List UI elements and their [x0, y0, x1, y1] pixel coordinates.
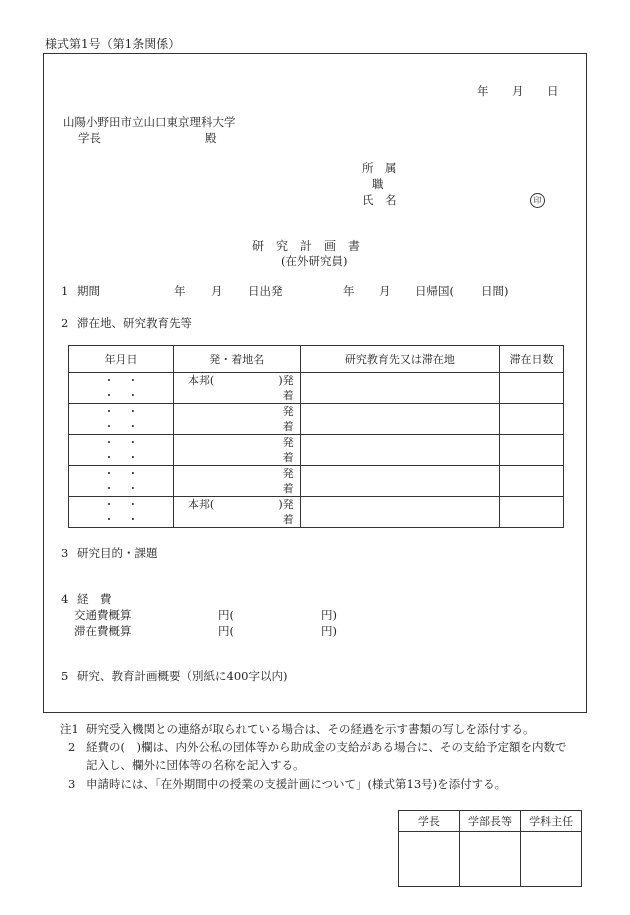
depart-mark: 発 [282, 405, 294, 418]
depart-line [174, 435, 300, 450]
schedule-row [69, 404, 564, 435]
date-separator-dot: ・ [127, 451, 139, 464]
schedule-destination-cell[interactable] [300, 497, 499, 528]
schedule-date-cell[interactable] [69, 373, 174, 404]
date-separator-dot: ・ [127, 513, 139, 526]
transport-yen-close: 円) [321, 608, 337, 622]
schedule-stay-days-cell[interactable] [500, 435, 564, 466]
schedule-date-cell[interactable] [69, 404, 174, 435]
arrive-line [174, 481, 300, 496]
schedule-header-row [69, 346, 564, 373]
date-dot-line [69, 435, 173, 450]
schedule-date-cell[interactable] [69, 497, 174, 528]
note2-text-line2: 記入し、欄外に団体等の名称を記入する。 [86, 758, 305, 772]
transport-yen-open: 円( [218, 608, 234, 622]
depart-line [174, 497, 300, 512]
date-separator-dot: ・ [103, 451, 115, 464]
date-separator-dot: ・ [127, 420, 139, 433]
arrive-mark: 着 [282, 389, 294, 402]
date-dot-line [69, 388, 173, 403]
item2-number: 2 [61, 316, 69, 330]
item4-number: 4 [61, 592, 69, 606]
date-dot-line [69, 373, 173, 388]
home-country-prefix: 本邦( [187, 498, 215, 511]
transport-cost-label: 交通費概算 [74, 608, 132, 622]
approval-stamp-table [398, 810, 582, 887]
applicant-position: 職 [372, 177, 384, 191]
header-date: 年月日 [69, 346, 174, 373]
arrive-line [174, 388, 300, 403]
arrive-line [174, 419, 300, 434]
date-separator-dot: ・ [103, 389, 115, 402]
schedule-destination-cell[interactable] [300, 404, 499, 435]
addressee-honorific: 殿 [205, 131, 217, 145]
document-subtitle: (在外研究員) [281, 254, 348, 268]
schedule-row [69, 373, 564, 404]
schedule-date-cell[interactable] [69, 435, 174, 466]
date-separator-dot: ・ [103, 436, 115, 449]
approval-header-row [399, 811, 582, 832]
schedule-place-cell[interactable] [173, 435, 300, 466]
approval-president: 学長 [399, 811, 460, 832]
approval-seal-row [399, 832, 582, 887]
note2-label: 2 [68, 740, 76, 754]
note3-label: 3 [68, 777, 76, 791]
date-separator-dot: ・ [103, 482, 115, 495]
form-label: 様式第1号（第1条関係） [45, 37, 181, 51]
schedule-destination-cell[interactable] [300, 435, 499, 466]
item5-number: 5 [61, 669, 69, 683]
header-stay-days: 滞在日数 [500, 346, 564, 373]
arrive-line [174, 512, 300, 527]
arrive-mark: 着 [282, 482, 294, 495]
stay-cost-label: 滞在費概算 [74, 624, 132, 638]
date-separator-dot: ・ [127, 467, 139, 480]
schedule-destination-cell[interactable] [300, 466, 499, 497]
item1-year2: 年 [343, 284, 355, 298]
date-separator-dot: ・ [103, 405, 115, 418]
depart-line [174, 404, 300, 419]
item1-year1: 年 [174, 284, 186, 298]
approval-seal-box[interactable] [521, 832, 582, 887]
item4-label: 経 費 [77, 592, 112, 606]
seal-mark: 印 [530, 193, 545, 208]
document-title: 研 究 計 画 書 [252, 239, 361, 253]
stay-yen-open: 円( [218, 624, 234, 638]
date-separator-dot: ・ [127, 498, 139, 511]
date-separator-dot: ・ [103, 498, 115, 511]
home-depart-mark [278, 373, 293, 388]
schedule-stay-days-cell[interactable] [500, 497, 564, 528]
item1-month1: 月 [211, 284, 223, 298]
schedule-row [69, 466, 564, 497]
item1-days: 日間) [481, 284, 509, 298]
item1-number: 1 [61, 284, 69, 298]
stay-yen-close: 円) [321, 624, 337, 638]
date-separator-dot: ・ [103, 513, 115, 526]
depart-line [174, 466, 300, 481]
schedule-row [69, 497, 564, 528]
item3-number: 3 [61, 546, 69, 560]
arrive-mark: 着 [282, 513, 294, 526]
date-separator-dot: ・ [127, 436, 139, 449]
addressee-title: 学長 [78, 131, 101, 145]
approval-seal-box[interactable] [459, 832, 521, 887]
approval-dept-chair: 学科主任 [521, 811, 582, 832]
applicant-name: 氏 名 [362, 193, 397, 207]
note2-text-line1: 経費の( )欄は、内外公私の団体等から助成金の支給がある場合に、その支給予定額を内数で [86, 740, 567, 754]
depart-line [174, 373, 300, 388]
home-country-prefix: 本邦( [187, 374, 215, 387]
date-day: 日 [547, 84, 559, 98]
arrive-mark: 着 [282, 420, 294, 433]
item1-depart: 日出発 [248, 284, 283, 298]
header-destination: 研究教育先又は滞在地 [300, 346, 499, 373]
schedule-place-cell[interactable] [173, 497, 300, 528]
depart-mark: 発 [282, 374, 294, 387]
applicant-affiliation: 所 属 [362, 161, 397, 175]
date-month: 月 [512, 84, 524, 98]
item1-return: 日帰国( [415, 284, 454, 298]
item1-month2: 月 [379, 284, 391, 298]
item3-label: 研究目的・課題 [77, 546, 158, 560]
schedule-stay-days-cell[interactable] [500, 373, 564, 404]
schedule-place-cell[interactable] [173, 466, 300, 497]
approval-seal-box[interactable] [399, 832, 460, 887]
date-separator-dot: ・ [127, 482, 139, 495]
date-dot-line [69, 481, 173, 496]
date-separator-dot: ・ [103, 420, 115, 433]
note1-text: 研究受入機関との連絡が取られている場合は、その経過を示す書類の写しを添付する。 [86, 722, 535, 736]
depart-mark: 発 [282, 436, 294, 449]
item5-label: 研究、教育計画概要（別紙に400字以内) [77, 669, 288, 683]
home-country-suffix: ) [278, 498, 283, 511]
date-separator-dot: ・ [127, 389, 139, 402]
date-dot-line [69, 466, 173, 481]
schedule-stay-days-cell[interactable] [500, 404, 564, 435]
date-dot-line [69, 450, 173, 465]
date-separator-dot: ・ [103, 374, 115, 387]
item2-label: 滞在地、研究教育先等 [77, 316, 192, 330]
note1-label: 注1 [60, 722, 79, 736]
note3-text: 申請時には、「在外期間中の授業の支援計画について」(様式第13号)を添付する。 [86, 777, 507, 791]
date-year: 年 [477, 84, 489, 98]
depart-mark: 発 [282, 467, 294, 480]
date-dot-line [69, 512, 173, 527]
item1-label: 期間 [77, 284, 100, 298]
schedule-destination-cell[interactable] [300, 373, 499, 404]
date-separator-dot: ・ [127, 374, 139, 387]
date-separator-dot: ・ [103, 467, 115, 480]
date-separator-dot: ・ [127, 405, 139, 418]
schedule-stay-days-cell[interactable] [500, 466, 564, 497]
date-dot-line [69, 404, 173, 419]
date-dot-line [69, 419, 173, 434]
schedule-date-cell[interactable] [69, 466, 174, 497]
header-place: 発・着地名 [173, 346, 300, 373]
arrive-line [174, 450, 300, 465]
date-dot-line [69, 497, 173, 512]
schedule-place-cell[interactable] [173, 404, 300, 435]
approval-dean: 学部長等 [459, 811, 521, 832]
addressee-university: 山陽小野田市立山口東京理科大学 [63, 115, 236, 129]
schedule-row [69, 435, 564, 466]
home-country-suffix: ) [278, 374, 283, 387]
schedule-place-cell[interactable] [173, 373, 300, 404]
home-depart-mark [278, 497, 293, 512]
schedule-table [68, 345, 564, 528]
depart-mark: 発 [282, 498, 294, 511]
arrive-mark: 着 [282, 451, 294, 464]
